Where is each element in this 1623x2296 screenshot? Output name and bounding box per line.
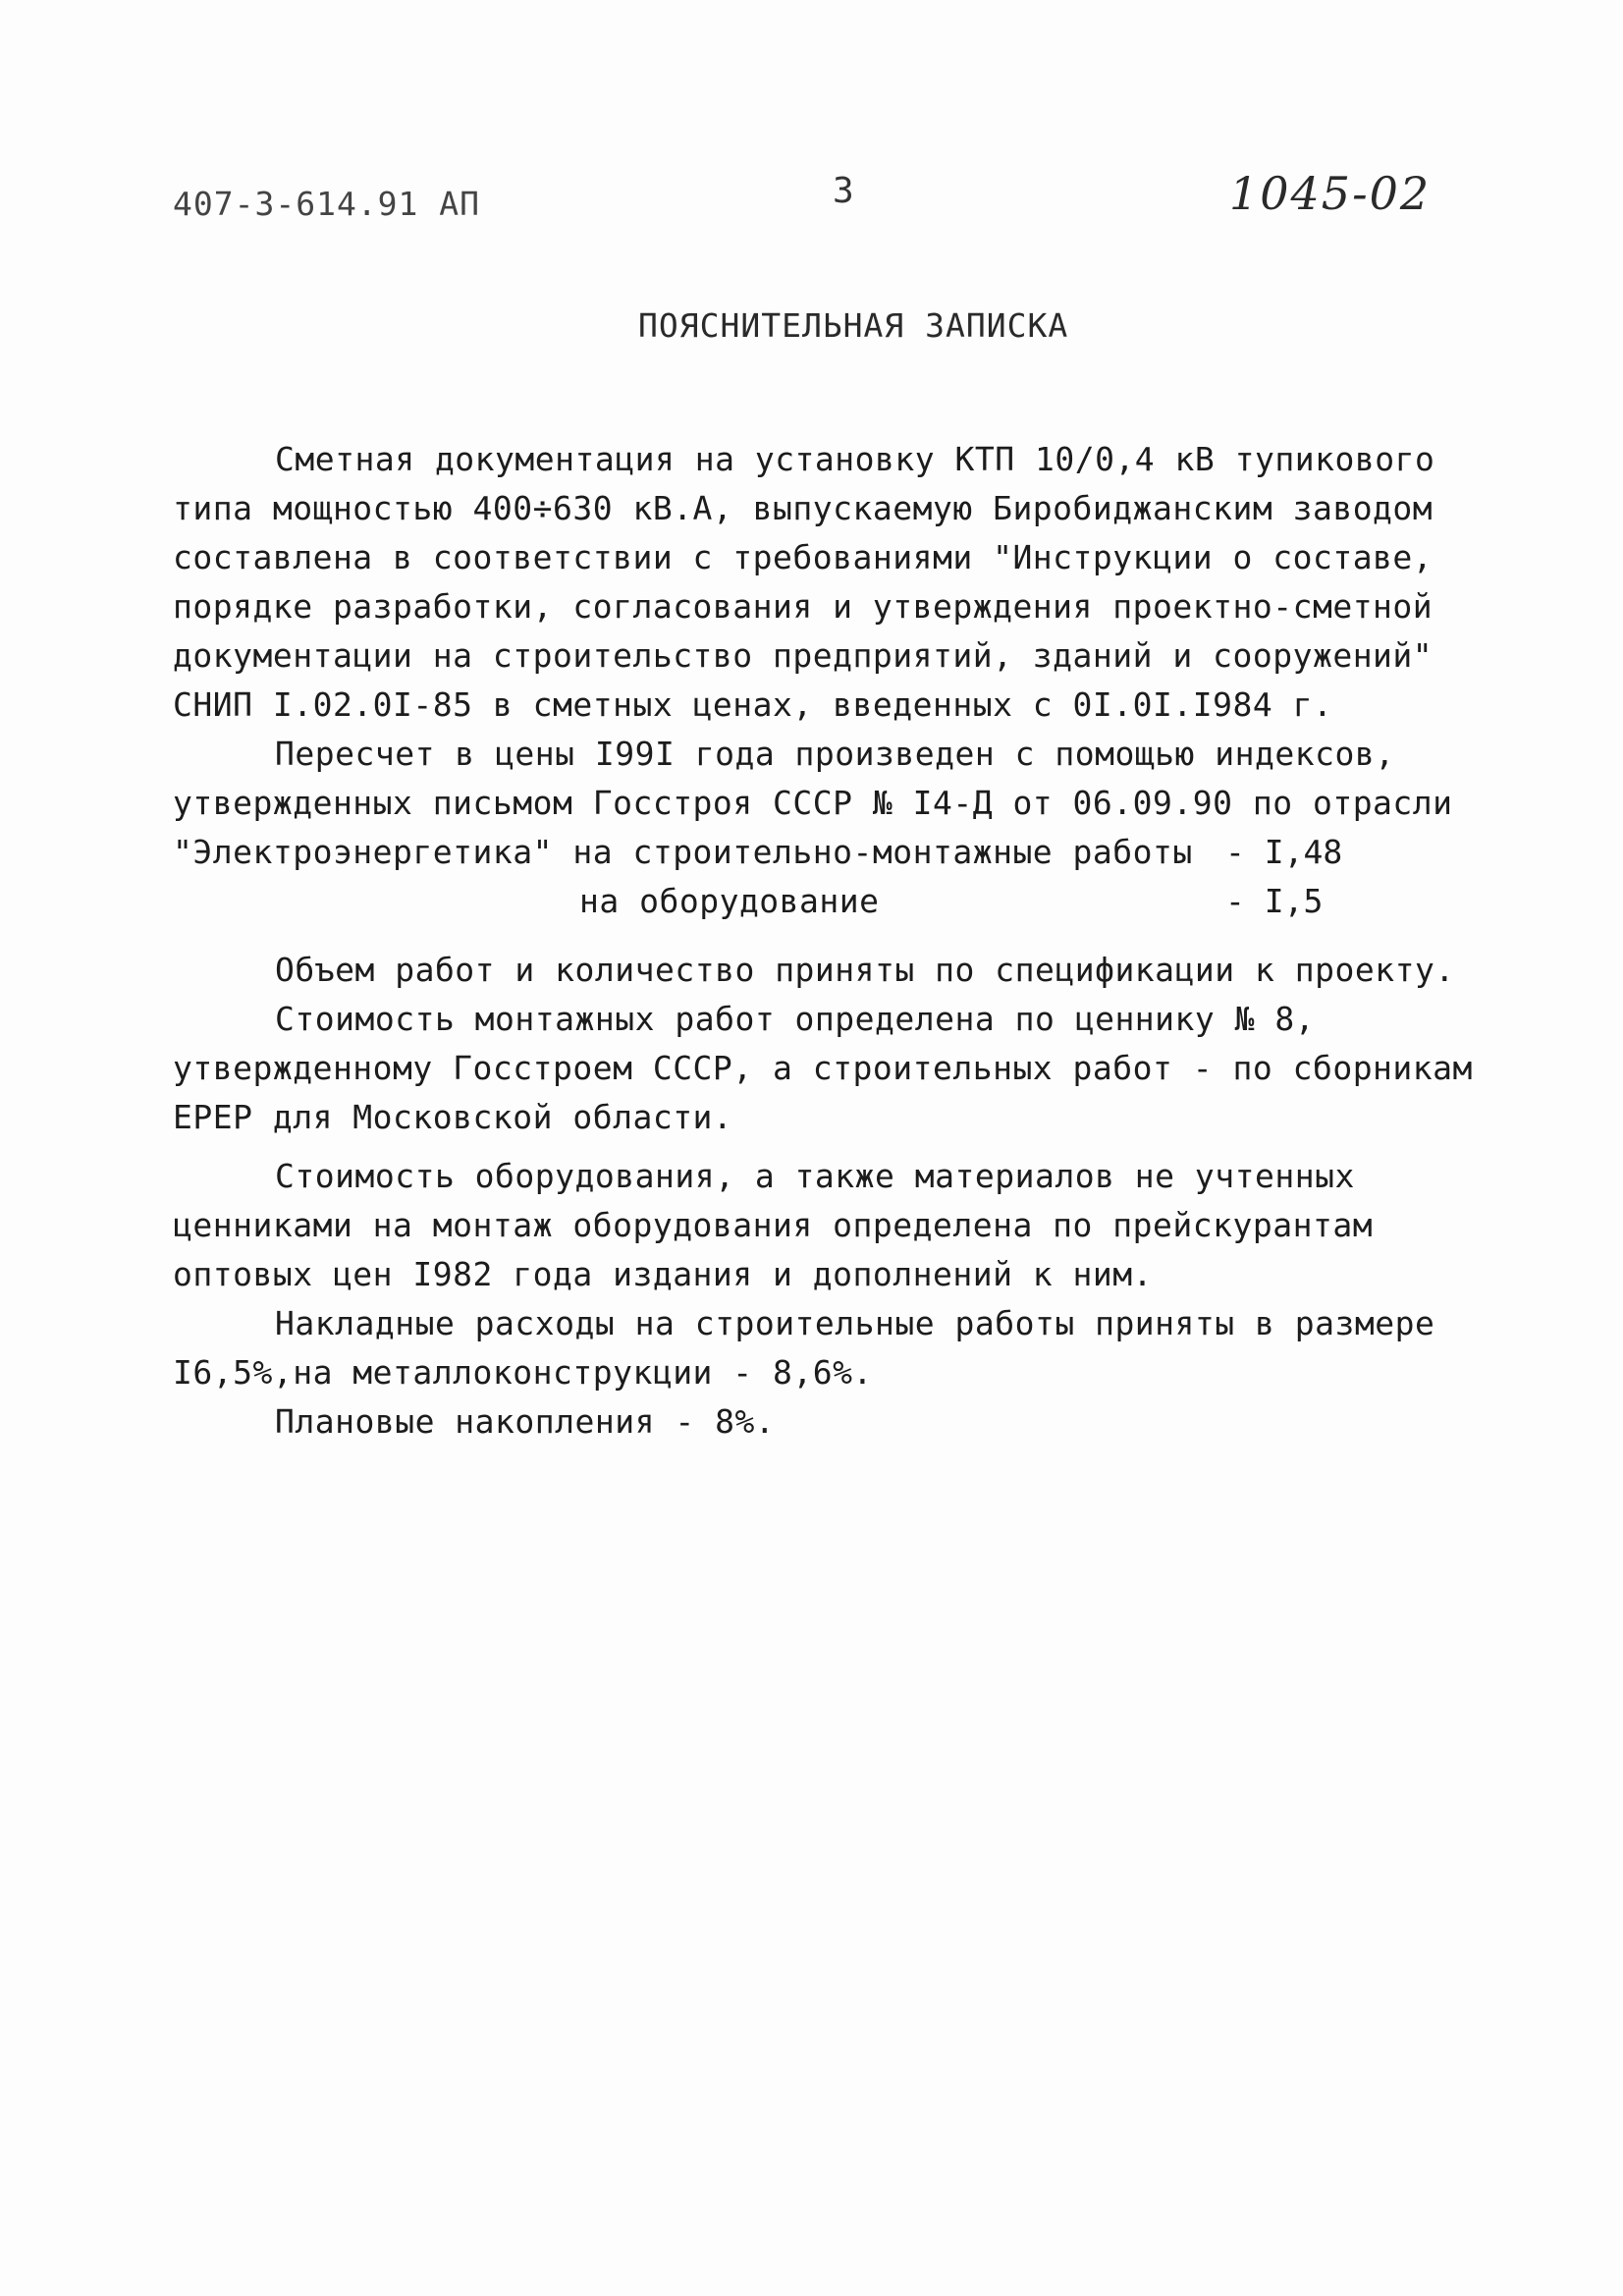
text-line: Плановые накопления - 8%. — [275, 1402, 776, 1441]
text-line: ценниками на монтаж оборудования определена по прейскурантам — [173, 1206, 1374, 1244]
text-line: Стоимость оборудования, а также материалов не учтенных — [275, 1157, 1355, 1195]
text-line: документации на строительство предприятий, зданий и сооружений" — [173, 636, 1434, 675]
coefficient-smr: - I,48 — [1225, 833, 1343, 871]
text-line: оптовых цен I982 года издания и дополнений к ним. — [173, 1255, 1154, 1293]
text-line: составлена в соответствии с требованиями "Инструкции о составе, — [173, 538, 1434, 576]
handwritten-mark: 1045-02 — [1229, 167, 1432, 220]
text-line: I6,5%,на металлоконструкции - 8,6%. — [173, 1353, 873, 1392]
text-line: Сметная документация на установку КТП 10/0,4 кВ тупикового — [275, 440, 1435, 478]
page-number: 3 — [833, 171, 854, 211]
text-line: ЕРЕР для Московской области. — [173, 1098, 733, 1136]
text-line: Пересчет в цены I99I года произведен с помощью индексов, — [275, 735, 1395, 773]
text-line: "Электроэнергетика" на строительно-монтажные работы — [173, 833, 1193, 871]
text-line: типа мощностью 400÷630 кВ.А, выпускаемую Биробиджанским заводом — [173, 489, 1434, 527]
text-line: СНИП I.02.0I-85 в сметных ценах, введенных с 0I.0I.I984 г. — [173, 685, 1333, 724]
text-line: утвержденных письмом Госстроя СССР № I4-Д от 06.09.90 по отрасли — [173, 784, 1453, 822]
document-title: ПОЯСНИТЕЛЬНАЯ ЗАПИСКА — [638, 306, 1069, 345]
text-line: на оборудование — [579, 882, 880, 920]
text-line: Стоимость монтажных работ определена по ценнику № 8, — [275, 1000, 1316, 1038]
document-code: 407-3-614.91 АП — [173, 185, 481, 223]
text-line: Накладные расходы на строительные работы приняты в размере — [275, 1304, 1435, 1342]
text-line: порядке разработки, согласования и утверждения проектно-сметной — [173, 587, 1434, 626]
coefficient-equipment: - I,5 — [1225, 882, 1324, 920]
text-line: утвержденному Госстроем СССР, а строительных работ - по сборникам — [173, 1049, 1473, 1087]
text-line: Объем работ и количество приняты по спецификации к проекту. — [275, 951, 1455, 989]
